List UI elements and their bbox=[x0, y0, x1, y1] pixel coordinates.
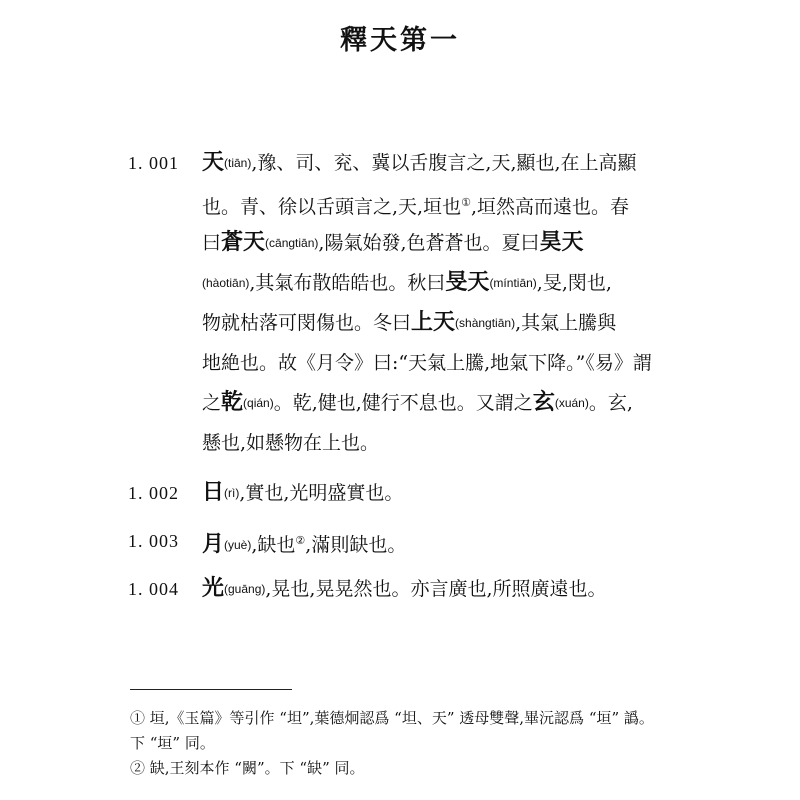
gloss: 之 bbox=[202, 392, 222, 414]
pinyin: (hàotiān) bbox=[202, 276, 250, 290]
gloss: ,實也,光明盛實也。 bbox=[239, 482, 404, 504]
footnote-line: ② 缺,王刻本作 “闕”。下 “缺” 同。 bbox=[130, 759, 365, 777]
text-line bbox=[202, 569, 702, 609]
pinyin: (míntiān) bbox=[489, 276, 537, 290]
headword: 上天 bbox=[411, 310, 456, 335]
pinyin: (shàngtiān) bbox=[455, 316, 516, 330]
entry-text bbox=[202, 143, 702, 463]
pinyin: (guāng) bbox=[224, 582, 266, 596]
headword: 昊天 bbox=[539, 230, 584, 255]
text-line bbox=[202, 223, 702, 263]
text-line bbox=[202, 303, 702, 343]
pinyin: (xuán) bbox=[554, 396, 589, 410]
pinyin: (qián) bbox=[243, 396, 274, 410]
headword: 月 bbox=[202, 532, 225, 557]
gloss: ,其氣上騰與 bbox=[515, 312, 617, 334]
entry-number: 1. 004 bbox=[128, 579, 179, 599]
pinyin: (yuè) bbox=[224, 538, 252, 552]
text-line bbox=[202, 473, 702, 513]
gloss: 。乾,健也,健行不息也。又謂之 bbox=[273, 392, 533, 414]
entry-number: 1. 001 bbox=[128, 153, 179, 173]
text-line bbox=[202, 183, 702, 223]
gloss: 也。青、徐以舌頭言之,天,垣也 bbox=[202, 196, 462, 218]
footnote-divider bbox=[130, 689, 292, 690]
entry-number: 1. 003 bbox=[128, 531, 179, 551]
headword: 天 bbox=[202, 150, 225, 175]
gloss: 物就枯落可閔傷也。冬曰 bbox=[202, 312, 412, 334]
gloss: ,陽氣始發,色蒼蒼也。夏曰 bbox=[318, 232, 540, 254]
text-line bbox=[202, 521, 702, 561]
pinyin: (rì) bbox=[224, 486, 240, 500]
footnote-marker: ① bbox=[461, 196, 471, 209]
text-line bbox=[202, 383, 702, 423]
text-line bbox=[202, 343, 702, 383]
entry-text bbox=[202, 521, 702, 561]
footnote-marker: ② bbox=[295, 534, 306, 547]
headword: 光 bbox=[202, 576, 225, 601]
pinyin: (cāngtiān) bbox=[265, 236, 319, 250]
gloss: 地絶也。故《月令》曰:“天氣上騰,地氣下降。”《易》謂 bbox=[202, 352, 652, 374]
entry-number: 1. 002 bbox=[128, 483, 179, 503]
headword: 乾 bbox=[221, 390, 244, 415]
footnote-line: ① 垣,《玉篇》等引作 “坦”,葉德炯認爲 “坦、天” 透母雙聲,畢沅認爲 “垣” 譌。 bbox=[130, 709, 654, 727]
page-title: 釋天第一 bbox=[340, 25, 460, 56]
headword: 蒼天 bbox=[221, 230, 266, 255]
gloss: 懸也,如懸物在上也。 bbox=[202, 432, 380, 454]
text-line bbox=[202, 263, 702, 303]
gloss: ,旻,閔也, bbox=[536, 272, 612, 294]
text-line bbox=[202, 423, 702, 463]
entry-text bbox=[202, 569, 702, 609]
headword: 旻天 bbox=[445, 270, 490, 295]
gloss: ,豫、司、兖、冀以舌腹言之,天,顯也,在上高顯 bbox=[251, 152, 637, 174]
gloss: ,滿則缺也。 bbox=[305, 534, 407, 556]
headword: 玄 bbox=[532, 390, 555, 415]
pinyin: (tiān) bbox=[224, 156, 252, 170]
gloss: ,其氣布散皓皓也。秋曰 bbox=[249, 272, 446, 294]
gloss: ,垣然高而遠也。春 bbox=[470, 196, 630, 218]
gloss: 曰 bbox=[202, 232, 222, 254]
gloss: ,缺也 bbox=[251, 534, 296, 556]
gloss: ,晃也,晃晃然也。亦言廣也,所照廣遠也。 bbox=[265, 578, 607, 600]
footnote-line: 下 “垣” 同。 bbox=[130, 734, 215, 752]
text-line bbox=[202, 143, 702, 183]
headword: 日 bbox=[202, 480, 225, 505]
footnotes bbox=[130, 706, 710, 781]
gloss: 。玄, bbox=[588, 392, 633, 414]
entry-text bbox=[202, 473, 702, 513]
